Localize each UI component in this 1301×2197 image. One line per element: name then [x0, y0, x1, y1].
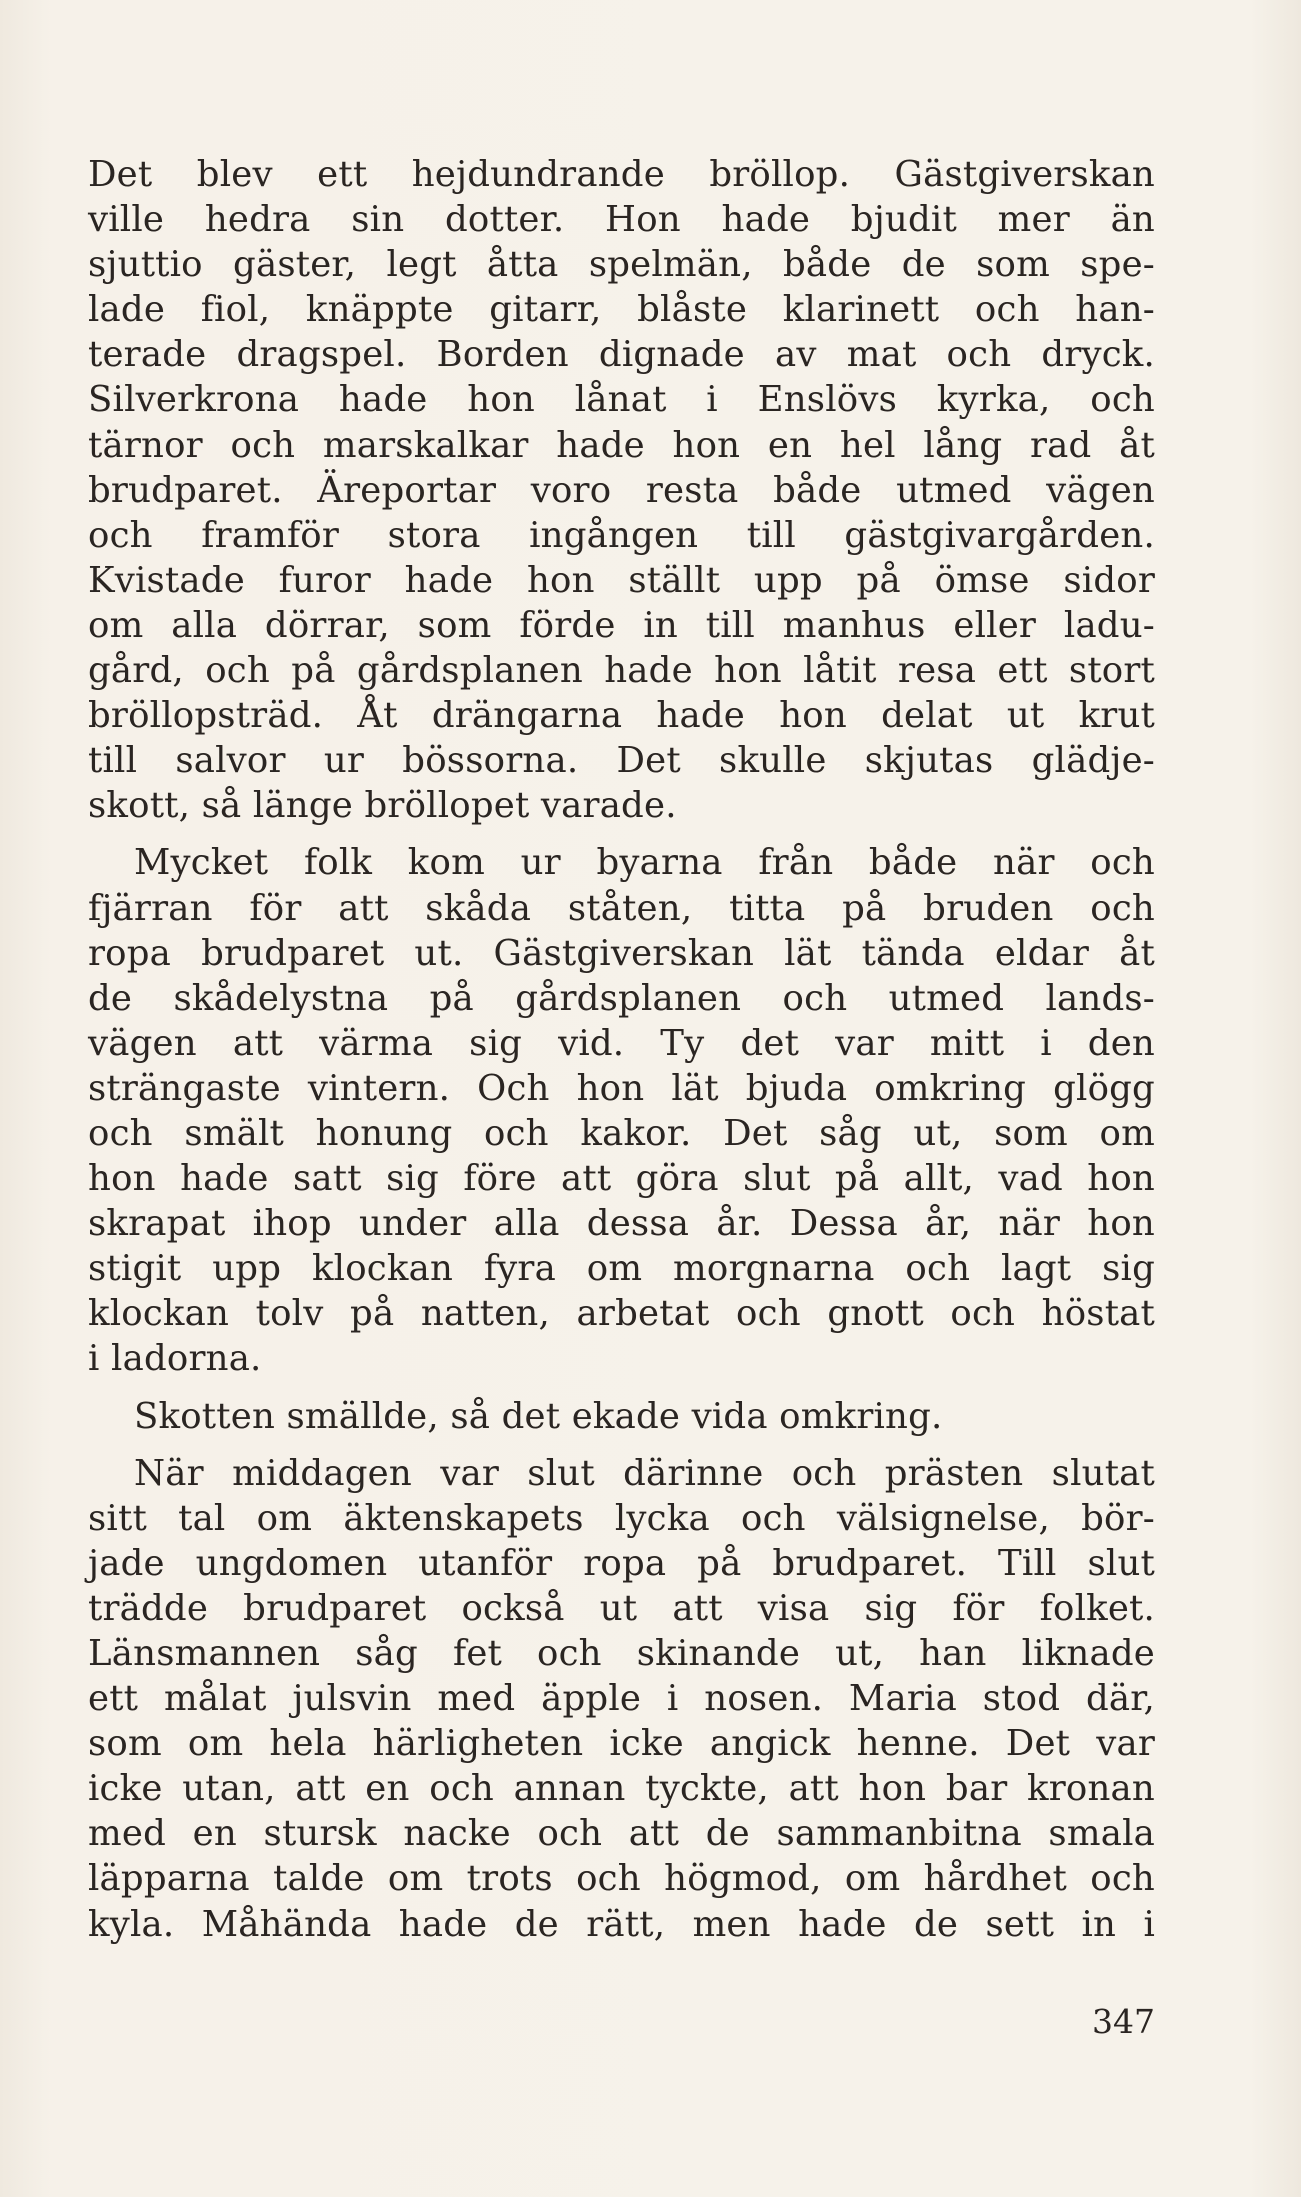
- text-line: ville hedra sin dotter. Hon hade bjudit mer än: [88, 199, 1155, 241]
- text-line: skott, så länge bröllopet varade.: [88, 785, 677, 827]
- text-line: lade fiol, knäppte gitarr, blåste klarinett och han-: [88, 289, 1155, 331]
- text-line: fjärran för att skåda ståten, titta på bruden och: [88, 887, 1155, 929]
- text-line: klockan tolv på natten, arbetat och gnott och höstat: [88, 1293, 1155, 1335]
- text-line: ett målat julsvin med äpple i nosen. Maria stod där,: [88, 1678, 1155, 1720]
- text-line: till salvor ur bössorna. Det skulle skjutas glädje-: [88, 740, 1155, 782]
- paragraph-4: [88, 1451, 1155, 1947]
- text-line: brudparet. Äreportar voro resta både utmed vägen: [88, 469, 1155, 511]
- text-line: med en stursk nacke och att de sammanbitna smala: [88, 1813, 1155, 1855]
- text-line: jade ungdomen utanför ropa på brudparet. Till slut: [88, 1542, 1155, 1584]
- body-text: [88, 152, 1155, 1947]
- text-line: Kvistade furor hade hon ställt upp på ömse sidor: [88, 559, 1155, 601]
- text-line: om alla dörrar, som förde in till manhus eller ladu-: [88, 604, 1155, 646]
- text-line: bröllopsträd. Åt drängarna hade hon delat ut krut: [88, 695, 1155, 737]
- text-line: Skotten smällde, så det ekade vida omkring.: [134, 1395, 943, 1437]
- text-line: Silverkrona hade hon lånat i Enslövs kyrka, och: [88, 379, 1155, 421]
- text-line: skrapat ihop under alla dessa år. Dessa år, när hon: [88, 1203, 1155, 1245]
- text-line: hon hade satt sig före att göra slut på allt, vad hon: [88, 1158, 1155, 1200]
- text-line: När middagen var slut därinne och prästen slutat: [134, 1452, 1155, 1494]
- text-line: och framför stora ingången till gästgivargården.: [88, 514, 1155, 556]
- text-line: vägen att värma sig vid. Ty det var mitt i den: [88, 1022, 1155, 1064]
- text-line: de skådelystna på gårdsplanen och utmed lands-: [88, 977, 1155, 1019]
- text-line: och smält honung och kakor. Det såg ut, som om: [88, 1112, 1155, 1154]
- text-line: gård, och på gårdsplanen hade hon låtit resa ett stort: [88, 650, 1155, 692]
- text-line: tärnor och marskalkar hade hon en hel lång rad åt: [88, 424, 1155, 466]
- paragraph-gap: [88, 1439, 1155, 1451]
- text-line: Mycket folk kom ur byarna från både när och: [134, 842, 1155, 884]
- text-line: trädde brudparet också ut att visa sig för folket.: [88, 1587, 1155, 1629]
- paragraph-gap: [88, 1382, 1155, 1394]
- text-line: strängaste vintern. Och hon lät bjuda omkring glögg: [88, 1067, 1155, 1109]
- text-line: terade dragspel. Borden dignade av mat och dryck.: [88, 334, 1155, 376]
- page-number: 347: [1092, 2002, 1155, 2041]
- text-line: stigit upp klockan fyra om morgnarna och lagt sig: [88, 1248, 1155, 1290]
- text-line: kyla. Måhända hade de rätt, men hade de sett in i: [88, 1903, 1155, 1945]
- text-line: sitt tal om äktenskapets lycka och välsignelse, bör-: [88, 1497, 1155, 1539]
- text-line: i ladorna.: [88, 1338, 262, 1380]
- text-line: som om hela härligheten icke angick henne. Det var: [88, 1723, 1155, 1765]
- paragraph-3: [88, 1394, 1155, 1439]
- text-line: ropa brudparet ut. Gästgiverskan lät tända eldar åt: [88, 932, 1155, 974]
- text-line: icke utan, att en och annan tyckte, att hon bar kronan: [88, 1768, 1155, 1810]
- paragraph-1: [88, 152, 1155, 828]
- text-line: läpparna talde om trots och högmod, om hårdhet och: [88, 1858, 1155, 1900]
- paragraph-2: [88, 840, 1155, 1381]
- text-line: Länsmannen såg fet och skinande ut, han liknade: [88, 1633, 1155, 1674]
- text-line: Det blev ett hejdundrande bröllop. Gästgiverskan: [88, 154, 1155, 195]
- paragraph-gap: [88, 828, 1155, 840]
- text-line: sjuttio gäster, legt åtta spelmän, både de som spe-: [88, 244, 1155, 286]
